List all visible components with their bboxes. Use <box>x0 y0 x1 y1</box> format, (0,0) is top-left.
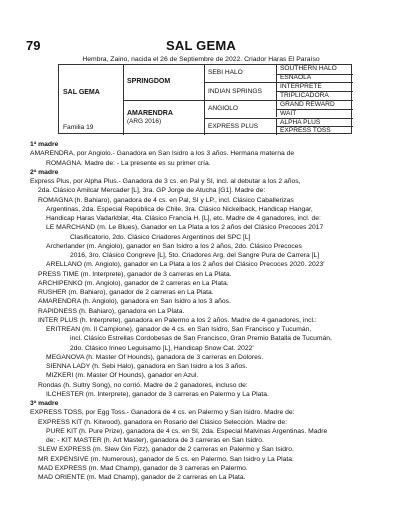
sire-dam-name: INDIAN SPRINGS <box>208 87 262 95</box>
text-line: ROMAGNA. Madre de: - La presente es su primer cría. <box>46 159 211 167</box>
gen3-cell-2 <box>276 74 353 83</box>
dam-cell <box>123 100 204 135</box>
gen3-cell-8 <box>276 126 353 135</box>
text-line: EXPRESS KIT (h. Kitwood), ganadora en Rosario del Clásico Selección. Madre de: <box>38 418 288 426</box>
text-line: EXPRESS TOSS, por Egg Toss.- Ganadora de 4 cs. en Palermo y San Isidro. Madre de: <box>30 409 295 417</box>
text-line: SLEW EXPRESS (m. Slew Gin Fizz), ganador de 2 carreras en Palermo y San Isidro. <box>38 446 294 454</box>
sire-sire-cell <box>204 64 276 82</box>
gen3-name-5: GRAND REWARD <box>280 101 335 109</box>
text-line: MAD ORIENTE (m. Mad Champ), ganador de 2 carreras en La Plata. <box>38 474 246 481</box>
gen3-name-4: TRIPLICADORA <box>280 92 329 100</box>
gen3-name-6: WAIT <box>280 109 297 117</box>
pedigree-horse: SAL GEMA <box>63 89 100 96</box>
text-line: AMARENDRA (h. Angiolo), ganadora en San Isidro a los 3 años. <box>38 298 231 306</box>
text-line: Archerlander (m. Angiolo), ganador en San Isidro a los 2 años, 2do. Clásico Precoces <box>46 242 302 250</box>
text-line: MAD EXPRESS (m. Mad Champ), ganador de 3 carreras en Palermo. <box>38 464 248 472</box>
gen3-name-2: ESNAOLA <box>280 74 312 82</box>
pedigree-table <box>58 64 352 134</box>
text-line: SIENNA LADY (h. Sebi Halo), ganadora en San Isidro a los 3 años. <box>46 363 248 370</box>
sire-name: SPRINGDOM <box>127 78 171 86</box>
text-line: LE MARCHAND (m. Le Blues), Ganador en La Plata a los 2 años del Clásico Precoces 2017 <box>46 224 324 232</box>
dam-dam-cell <box>204 118 276 136</box>
text-line: ROMAGNA (h. Bahiaro), ganadora de 4 cs. en Pal, SI y LP., incl. Clásico Caballerizas <box>38 196 294 204</box>
dam-name: AMARENDRA <box>127 110 173 118</box>
dam-sire-cell <box>204 100 276 118</box>
text-line: Rondas (h. Sultry Song), no corrió. Madre de 2 ganadores, incluso de: <box>38 381 248 389</box>
dam-dam-name: EXPRESS PLUS <box>208 122 259 130</box>
gen3-name-8: EXPRESS TOSS <box>280 127 331 135</box>
text-line: MR EXPENSIVE (m. Numerous), ganador de 5 cs. en Palermo, San Isidro y La Plata. <box>38 455 294 463</box>
text-line: Clasificatorio, 2do. Clásico Criadores Argentinos del SPC [L] <box>70 233 251 241</box>
text-line: RAPIDNESS (h. Bahiaro), ganadora en La Plata. <box>38 307 185 315</box>
gen3-cell-4 <box>276 91 353 100</box>
text-line: INTER PLUS (h. Interprete), ganadora en Palermo a los 2 años. Madre de 4 ganadores, incl.: <box>38 316 317 324</box>
gen3-cell-3 <box>276 82 353 91</box>
dam-note: (ARG 2016) <box>127 118 162 126</box>
pedigree-family: Familia 19 <box>63 124 94 131</box>
text-line: 2do. Clásico Irineo Leguisamo [L], Handicap Snow Cat. 2022' <box>70 344 254 352</box>
text-line: MEGANOVA (h. Master Of Hounds), ganadora de 3 carreras en Dolores. <box>46 353 264 361</box>
section-first-dam: 1ª madre <box>30 141 59 148</box>
text-line: ARCHIPENKO (m. Angiolo), ganador de 2 carreras en La Plata. <box>38 279 229 287</box>
section-second-dam: 2ª madre <box>30 168 59 176</box>
sire-sire-name: SEBI HALO <box>208 69 243 77</box>
text-line: RUSHER (m. Bahiaro), ganador de 2 carreras en La Plata. <box>38 289 214 296</box>
text-line: AMARENDRA, por Angiolo.- Ganadora en San Isidro a los 3 años. Hermana materna de <box>30 150 295 158</box>
sire-cell <box>123 64 204 100</box>
sire-dam-cell <box>204 82 276 100</box>
produce-record <box>30 140 380 482</box>
text-line: PURE KIT (h. Pure Prize), ganadora de 4 cs. en SI, 2da. Especial Malvinas Argentinas. Madre <box>46 427 328 435</box>
gen3-name-1: SOUTHERN HALO <box>280 65 337 73</box>
text-line: MIZKERI (m. Master Of Hounds), ganador en Azul. <box>46 372 199 380</box>
lot-number: 79 <box>26 38 41 53</box>
text-line: de: - KIT MASTER (h. Art Master), ganadora de 3 carreras en San Isidro. <box>46 437 264 444</box>
horse-description: Hembra, Zaino, nacida el 26 de Septiembre de 2022. Criador Haras El Paraíso <box>82 56 320 63</box>
gen3-cell-7 <box>276 118 353 127</box>
text-line: ILCHESTER (m. Interprete), ganador de 3 carreras en Palermo y La Plata. <box>46 390 269 398</box>
text-line: 2016, 3ro. Clásico Congreve [L], 5to. Criadores Arg. del Sangre Pura de Carrera [L] <box>70 252 320 259</box>
text-line: Handicap Haras Vadarkblar, 4ta. Clásico Francia H. [L], etc. Madre de 4 ganadores, incl. de: <box>46 215 321 222</box>
header <box>26 38 376 58</box>
text-line: ERITREAN (m. Il Campione), ganador de 4 cs. en San Isidro, San Francisco y Tucumán, <box>46 326 312 333</box>
gen3-cell-6 <box>276 109 353 118</box>
text-line: Express Plus, por Alpha Plus.- Ganadora de 3 cs. en Pal y SI, incl. al debutar a los 2 años, <box>30 178 301 185</box>
text-line: 2da. Clásico Amilcar Mercader [L], 3ra. GP Jorge de Atucha [G1]. Madre de: <box>38 187 266 195</box>
horse-name: SAL GEMA <box>166 38 236 53</box>
text-line: ARELLANO (m. Angiolo), ganador en La Plata a los 2 años del Clásico Precoces 2020. 2023' <box>46 261 325 269</box>
section-third-dam: 3ª madre <box>30 400 59 407</box>
dam-sire-name: ANGIOLO <box>208 105 239 113</box>
gen3-name-7: ALPHA PLUS <box>280 118 321 126</box>
text-line: PRESS TIME (m. Interprete), ganador de 3 carreras en La Plata. <box>38 270 232 278</box>
text-line: Argentinas, 2da. Especial República de Chile, 3ra. Clásico Nickelback, Handicap Hangar, <box>46 205 313 213</box>
gen3-cell-5 <box>276 100 353 109</box>
gen3-cell-1 <box>276 64 353 73</box>
text-line: incl. Clásico Estrellas Cordobesas de San Francisco, Gran Premio Batalla de Tucumán, <box>70 335 332 343</box>
gen3-name-3: INTERPRETE <box>280 83 322 91</box>
